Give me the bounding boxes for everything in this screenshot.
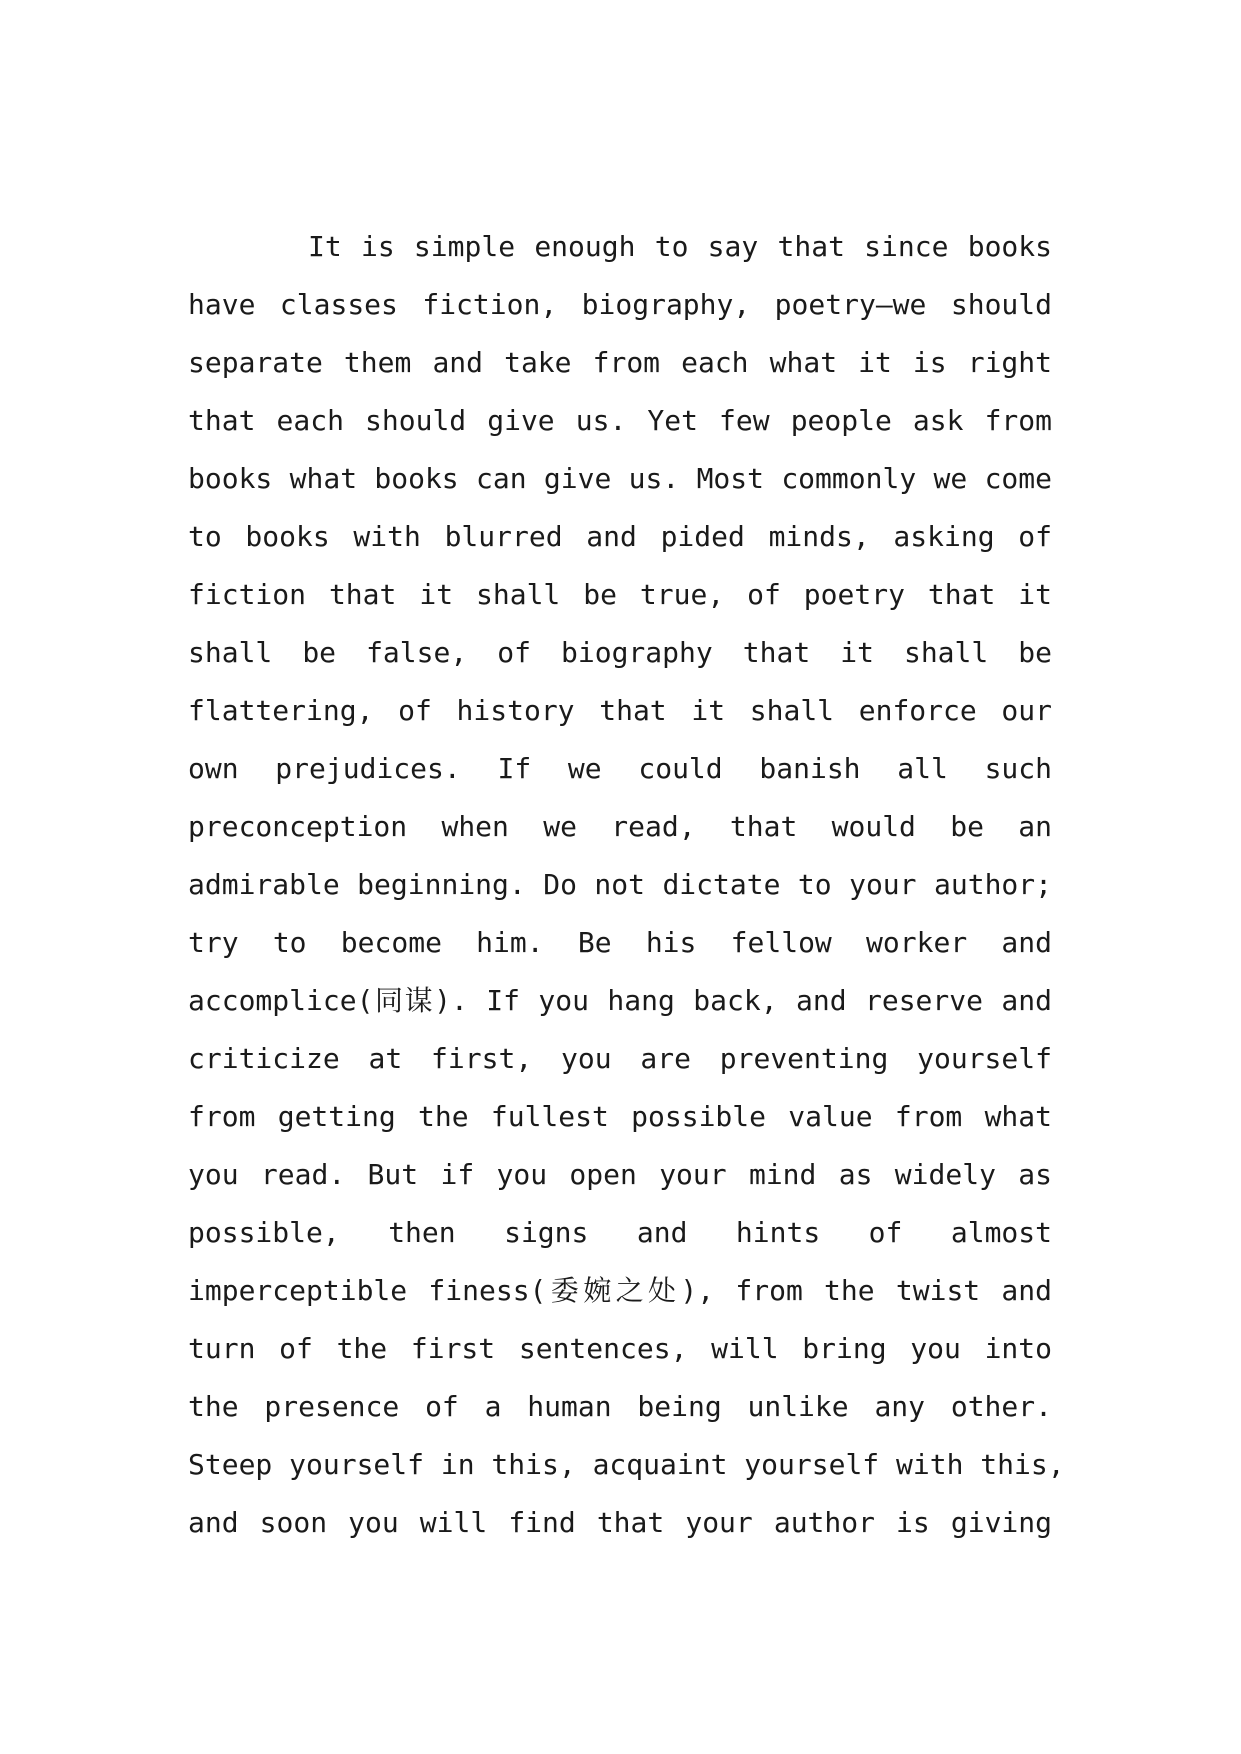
paragraph-line: to books with blurred and pided minds, asking of	[188, 520, 1052, 553]
paragraph-line: admirable beginning. Do not dictate to your author;	[188, 868, 1052, 901]
paragraph-line: criticize at first, you are preventing yourself	[188, 1042, 1052, 1075]
paragraph-line: and soon you will find that your author is giving	[188, 1506, 1052, 1539]
paragraph-line: own prejudices. If we could banish all such	[188, 752, 1052, 785]
paragraph-line: fiction that it shall be true, of poetry that it	[188, 578, 1052, 611]
paragraph-line: shall be false, of biography that it shall be	[188, 636, 1052, 669]
paragraph-line: have classes fiction, biography, poetry—we should	[188, 288, 1052, 321]
paragraph-line: Steep yourself in this, acquaint yourself with this,	[188, 1448, 1065, 1481]
paragraph-line: It is simple enough to say that since books	[308, 230, 1052, 263]
paragraph-line: accomplice(同谋). If you hang back, and reserve and	[188, 984, 1052, 1017]
paragraph-line: from getting the fullest possible value from what	[188, 1100, 1052, 1133]
paragraph-line: that each should give us. Yet few people ask from	[188, 404, 1052, 437]
paragraph-line: preconception when we read, that would be an	[188, 810, 1052, 843]
paragraph-line: possible, then signs and hints of almost	[188, 1216, 1052, 1249]
paragraph-line: you read. But if you open your mind as widely as	[188, 1158, 1052, 1191]
body-paragraph	[188, 218, 1065, 1552]
paragraph-line: try to become him. Be his fellow worker and	[188, 926, 1052, 959]
paragraph-line: books what books can give us. Most commonly we come	[188, 462, 1052, 495]
paragraph-line: turn of the first sentences, will bring you into	[188, 1332, 1052, 1365]
paragraph-line: separate them and take from each what it is right	[188, 346, 1052, 379]
paragraph-line: imperceptible finess(委婉之处), from the twist and	[188, 1274, 1052, 1307]
paragraph-line: the presence of a human being unlike any other.	[188, 1390, 1052, 1423]
paragraph-line: flattering, of history that it shall enforce our	[188, 694, 1052, 727]
